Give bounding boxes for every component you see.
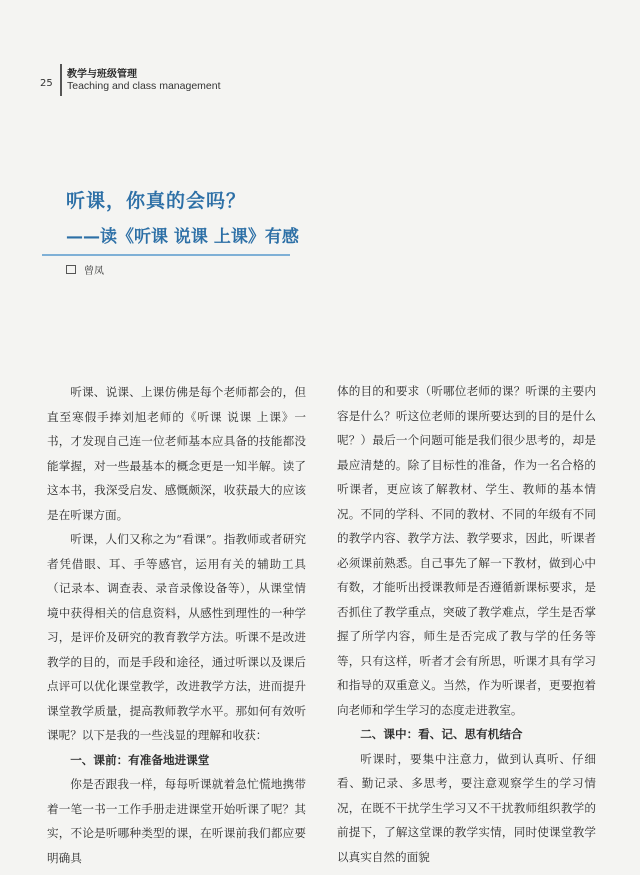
- header-divider: [60, 64, 62, 96]
- right-column: [337, 379, 596, 869]
- article-subtitle: ——读《听课 说课 上课》有感: [66, 227, 299, 247]
- paragraph: 听课，人们又称之为“看课”。指教师或者研究者凭借眼、耳、手等感官，运用有关的辅助工具（记录本、调查表、录音录像设备等），从课堂情境中获得相关的信息资料，从感性到理性的一种学习，是评价及研究的教育教学方法。听课不是改进教学的目的，而是手段和途径，通过听课以及课后点评可以优化课堂教学，改进教学方法，进而提升课堂教学质量，提高教师教学水平。那如何有效听课呢？以下是我的一些浅显的理解和收获：: [47, 532, 306, 742]
- page-number: 25: [40, 78, 53, 89]
- title-underline: [42, 254, 290, 256]
- article-title: 听课，你真的会吗？: [66, 190, 247, 212]
- section-heading: 二、课中：看、记、思有机结合: [360, 727, 523, 741]
- paragraph: 听课、说课、上课仿佛是每个老师都会的，但直至寒假手捧刘旭老师的《听课 说课 上课》一书，才发现自己连一位老师基本应具备的技能都没能掌握，对一些最基本的概念更是一知半解。读了这本书，我深受启发、感慨颇深，收获最大的应该是在听课方面。: [47, 385, 306, 522]
- paragraph: 听课时，要集中注意力，做到认真听、仔细看、勤记录、多思考，要注意观察学生的学习情况，在既不干扰学生学习又不干扰教师组织教学的前提下，了解这堂课的教学实情，同时使课堂教学以真实自然的面貌: [337, 751, 596, 864]
- section-heading: 一、课前：有准备地进课堂: [70, 752, 210, 767]
- left-column: [47, 380, 306, 870]
- section-title-zh: 教学与班级管理: [67, 69, 137, 80]
- section-title-en: Teaching and class management: [67, 80, 221, 92]
- paragraph: 你是否跟我一样，每每听课就着急忙慌地携带着一笔一书一工作手册走进课堂开始听课了呢？其实，不论是听哪种类型的课，在听课前我们都应要明确具: [47, 777, 306, 865]
- author-marker-icon: [66, 265, 76, 274]
- author-name: 曾凤: [84, 266, 104, 277]
- paragraph: 体的目的和要求（听哪位老师的课？听课的主要内容是什么？听这位老师的课所要达到的目的是什么呢？）最后一个问题可能是我们很少思考的，却是最应清楚的。除了目标性的准备，作为一名合格的听课者，更应该了解教材、学生、教师的基本情况。不同的学科、不同的教材、不同的年级有不同的教学内容、教学方法、教学要求，因此，听课者必须课前熟悉。自己事先了解一下教材，做到心中有数，才能听出授课教师是否遵循新课标要求，是否抓住了教学重点，突破了教学难点，学生是否掌握了所学内容，师生是否完成了教与学的任务等等，只有这样，听者才会有所思，听课才具有学习和指导的双重意义。当然，作为听课者，更要抱着向老师和学生学习的态度走进教室。: [337, 384, 596, 717]
